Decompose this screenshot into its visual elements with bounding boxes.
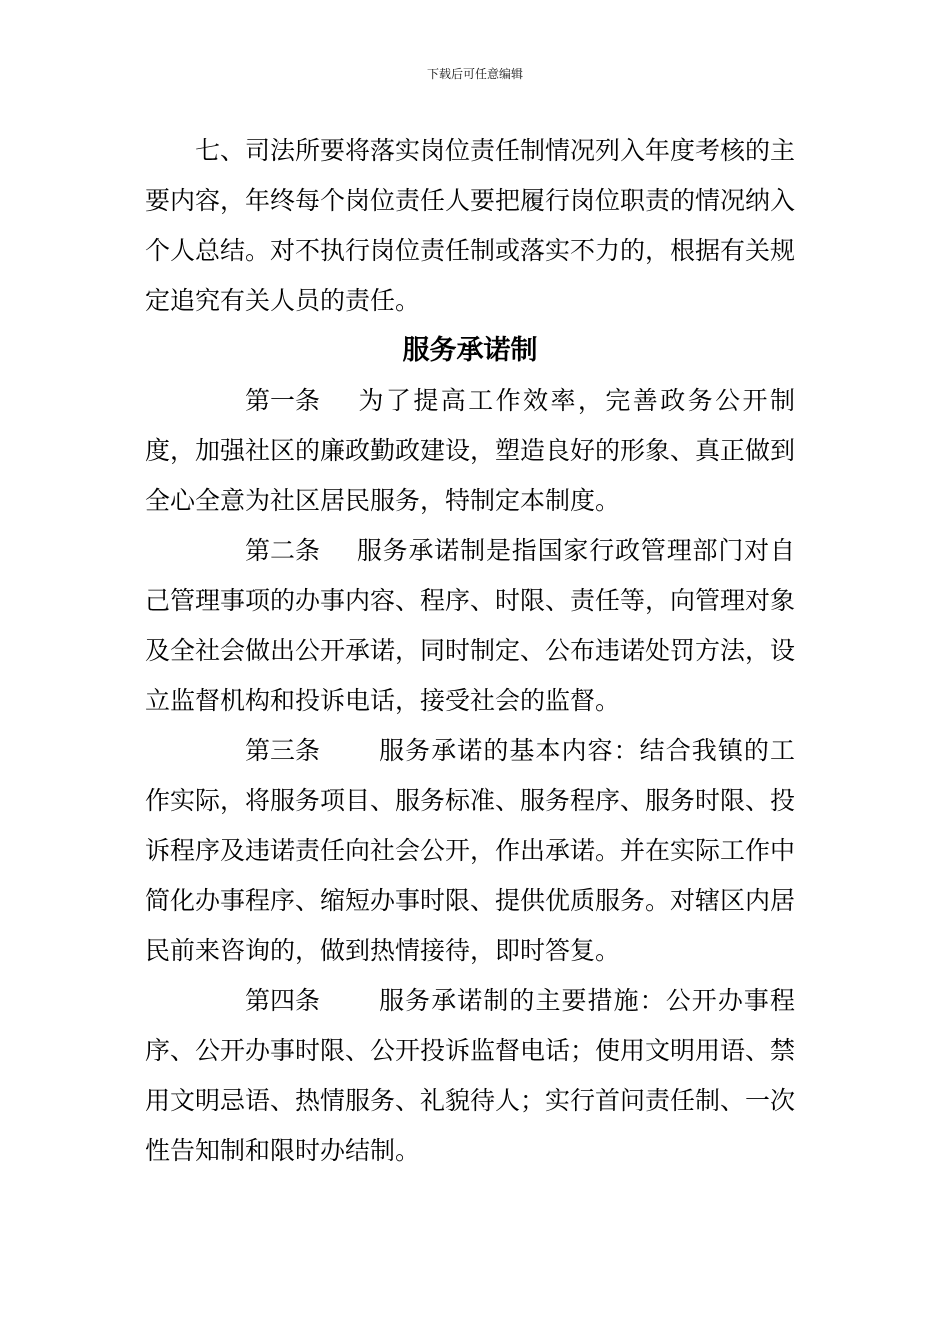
article-3 — [145, 726, 795, 976]
section-title: 服务承诺制 — [402, 335, 538, 366]
article-1-number: 第一条 — [245, 386, 321, 415]
article-4-number: 第四条 — [245, 986, 321, 1015]
header-note: 下载后可任意编辑 — [426, 67, 523, 81]
article-3-number: 第三条 — [245, 736, 321, 765]
article-1 — [145, 376, 795, 526]
document-body — [145, 126, 795, 1176]
article-2 — [145, 526, 795, 726]
article-3-text: 服务承诺的基本内容：结合我镇的工作实际，将服务项目、服务标准、服务程序、服务时限、投诉程序及违诺责任向社会公开，作出承诺。并在实际工作中简化办事程序、缩短办事时限、提供优质服务。对辖区内居民前来咨询的，做到热情接待，即时答复。 — [145, 736, 796, 965]
article-1-text: 为了提高工作效率，完善政务公开制度，加强社区的廉政勤政建设，塑造良好的形象、真正做到全心全意为社区居民服务，特制定本制度。 — [145, 386, 796, 515]
article-2-text: 服务承诺制是指国家行政管理部门对自己管理事项的办事内容、程序、时限、责任等，向管理对象及全社会做出公开承诺，同时制定、公布违诺处罚方法，设立监督机构和投诉电话，接受社会的监督。 — [145, 536, 796, 715]
article-4 — [145, 976, 795, 1176]
article-4-text: 服务承诺制的主要措施：公开办事程序、公开办事时限、公开投诉监督电话；使用文明用语、禁用文明忌语、热情服务、礼貌待人；实行首问责任制、一次性告知制和限时办结制。 — [145, 986, 796, 1165]
intro-paragraph: 七、司法所要将落实岗位责任制情况列入年度考核的主要内容，年终每个岗位责任人要把履行岗位职责的情况纳入个人总结。对不执行岗位责任制或落实不力的，根据有关规定追究有关人员的责任。 — [145, 136, 796, 315]
article-2-number: 第二条 — [245, 536, 321, 565]
